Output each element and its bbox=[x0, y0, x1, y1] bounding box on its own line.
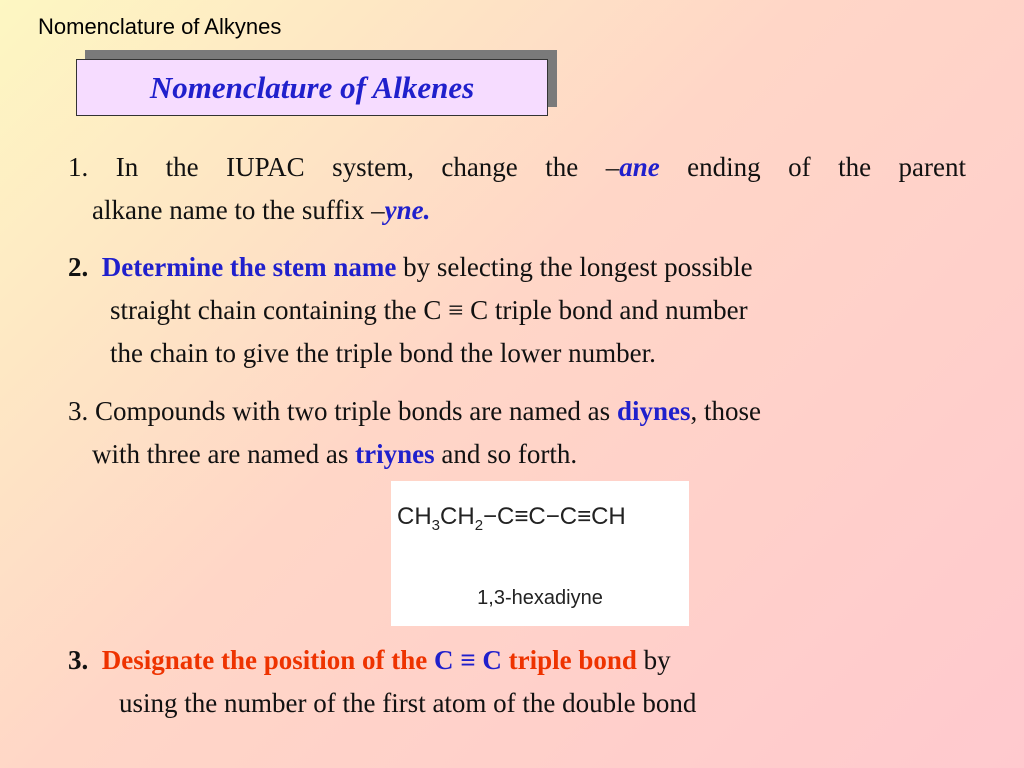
rule-4-line-2: using the number of the first atom of the double bond bbox=[119, 688, 697, 718]
rule-1 bbox=[68, 146, 966, 232]
title-box bbox=[76, 59, 548, 116]
example-structure bbox=[391, 481, 689, 626]
rule-2-line-1: 2. Determine the stem name by selecting the longest possible bbox=[68, 252, 753, 282]
rule-2 bbox=[68, 246, 968, 375]
rule-2-line-3: the chain to give the triple bond the lower number. bbox=[110, 338, 656, 368]
rule-2-number: 2. bbox=[68, 252, 89, 282]
structural-formula: $CH_3CH_2-C\equiv C-C\equiv CH$ bbox=[397, 503, 626, 534]
rule-4-number: 3. bbox=[68, 645, 89, 675]
rule-3-line-2: with three are named as triynes and so forth. bbox=[92, 439, 578, 469]
term-diynes: diynes bbox=[616, 396, 691, 426]
rule-3 bbox=[68, 390, 968, 476]
slide-header: Nomenclature of Alkynes bbox=[38, 14, 282, 39]
suffix-ane: ane bbox=[619, 152, 660, 182]
rule-1-line-1: 1. In the IUPAC system, change the –ane ending of the parent bbox=[68, 152, 966, 182]
term-triynes: triynes bbox=[355, 439, 435, 469]
suffix-yne: yne. bbox=[384, 195, 431, 225]
rule-4-line-1: 3. Designate the position of the C ≡ C triple bond by bbox=[68, 645, 671, 675]
slide-title: Nomenclature of Alkenes bbox=[149, 69, 475, 105]
rule-1-line-2: alkane name to the suffix –yne. bbox=[92, 195, 431, 225]
compound-name: 1,3-hexadiyne bbox=[477, 587, 603, 609]
rule-4-highlight-2: triple bond bbox=[508, 645, 637, 675]
rule-3-line-1: 3. Compounds with two triple bonds are named as diynes, those bbox=[68, 396, 761, 426]
rule-4-bond-symbol: C ≡ C bbox=[434, 645, 502, 675]
rule-2-line-2: straight chain containing the C ≡ C triple bond and number bbox=[110, 295, 748, 325]
rule-4-highlight-1: Designate the position of the bbox=[101, 645, 428, 675]
rule-4 bbox=[68, 639, 968, 725]
rule-2-highlight: Determine the stem name bbox=[101, 252, 397, 282]
